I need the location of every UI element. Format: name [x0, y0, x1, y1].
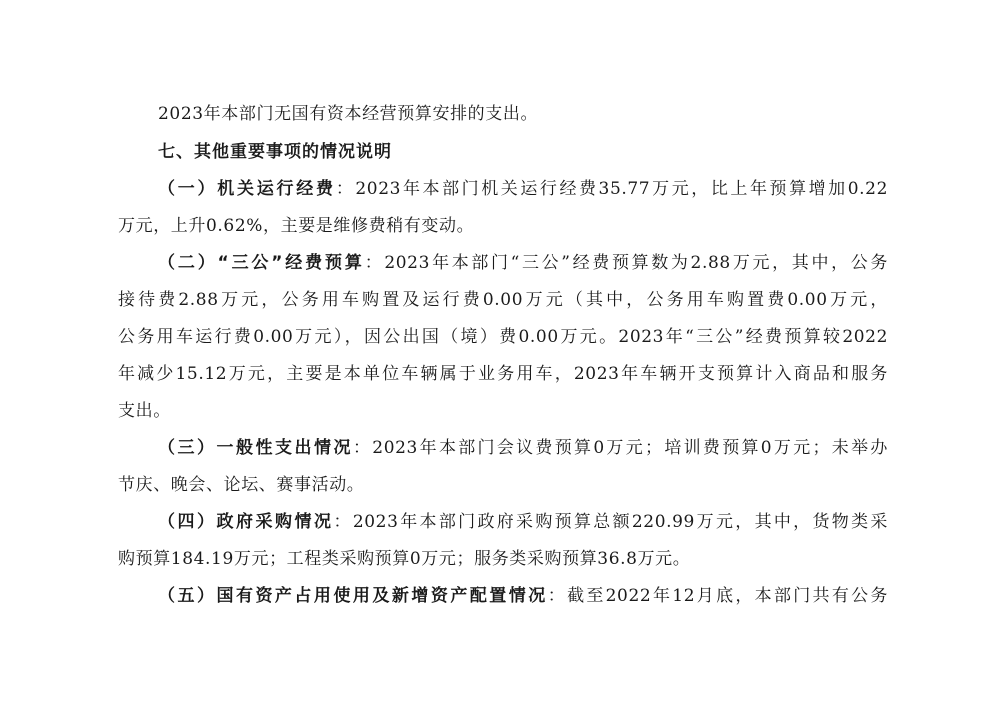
paragraph-2-text: ：2023年本部门“三公”经费预算数为2.88万元，其中，公务	[364, 253, 888, 273]
paragraph-2-line-3: 公务用车运行费0.00万元），因公出国（境）费0.00万元。2023年“三公”经费预算较2022	[118, 327, 888, 347]
paragraph-4-line-1	[158, 510, 888, 534]
paragraph-5-label: （五）国有资产占用使用及新增资产配置情况	[158, 586, 548, 606]
paragraph-5-text: ：截至2022年12月底，本部门共有公务	[547, 586, 889, 606]
paragraph-4-label: （四）政府采购情况	[158, 512, 334, 532]
paragraph-2-line-5: 支出。	[118, 401, 171, 421]
paragraph-4-text: ：2023年本部门政府采购预算总额220.99万元，其中，货物类采	[333, 512, 889, 532]
paragraph-4-line-2: 购预算184.19万元；工程类采购预算0万元；服务类采购预算36.8万元。	[118, 549, 691, 569]
paragraph-5-line-1	[158, 584, 888, 608]
intro-line	[158, 102, 888, 126]
paragraph-2-line-2: 接待费2.88万元，公务用车购置及运行费0.00万元（其中，公务用车购置费0.00万元，	[118, 290, 888, 310]
section-heading: 七、其他重要事项的情况说明	[158, 142, 392, 162]
paragraph-2-line-1	[158, 251, 888, 275]
paragraph-2-label: （二）“三公”经费预算	[158, 253, 365, 273]
intro-text: 2023年本部门无国有资本经营预算安排的支出。	[158, 104, 539, 124]
paragraph-1-line-1	[158, 177, 888, 201]
paragraph-1-text: ：2023年本部门机关运行经费35.77万元，比上年预算增加0.22	[335, 179, 888, 199]
paragraph-3-line-2: 节庆、晚会、论坛、赛事活动。	[118, 475, 365, 495]
paragraph-1-line-2: 万元，上升0.62%，主要是维修费稍有变动。	[118, 216, 475, 236]
paragraph-3-text: ：2023年本部门会议费预算0万元；培训费预算0万元；未举办	[352, 438, 889, 458]
paragraph-3-label: （三）一般性支出情况	[158, 438, 353, 458]
paragraph-2-line-4: 年减少15.12万元，主要是本单位车辆属于业务用车，2023年车辆开支预算计入商品和服务	[118, 364, 888, 384]
paragraph-1-label: （一）机关运行经费	[158, 179, 336, 199]
paragraph-3-line-1	[158, 436, 888, 460]
